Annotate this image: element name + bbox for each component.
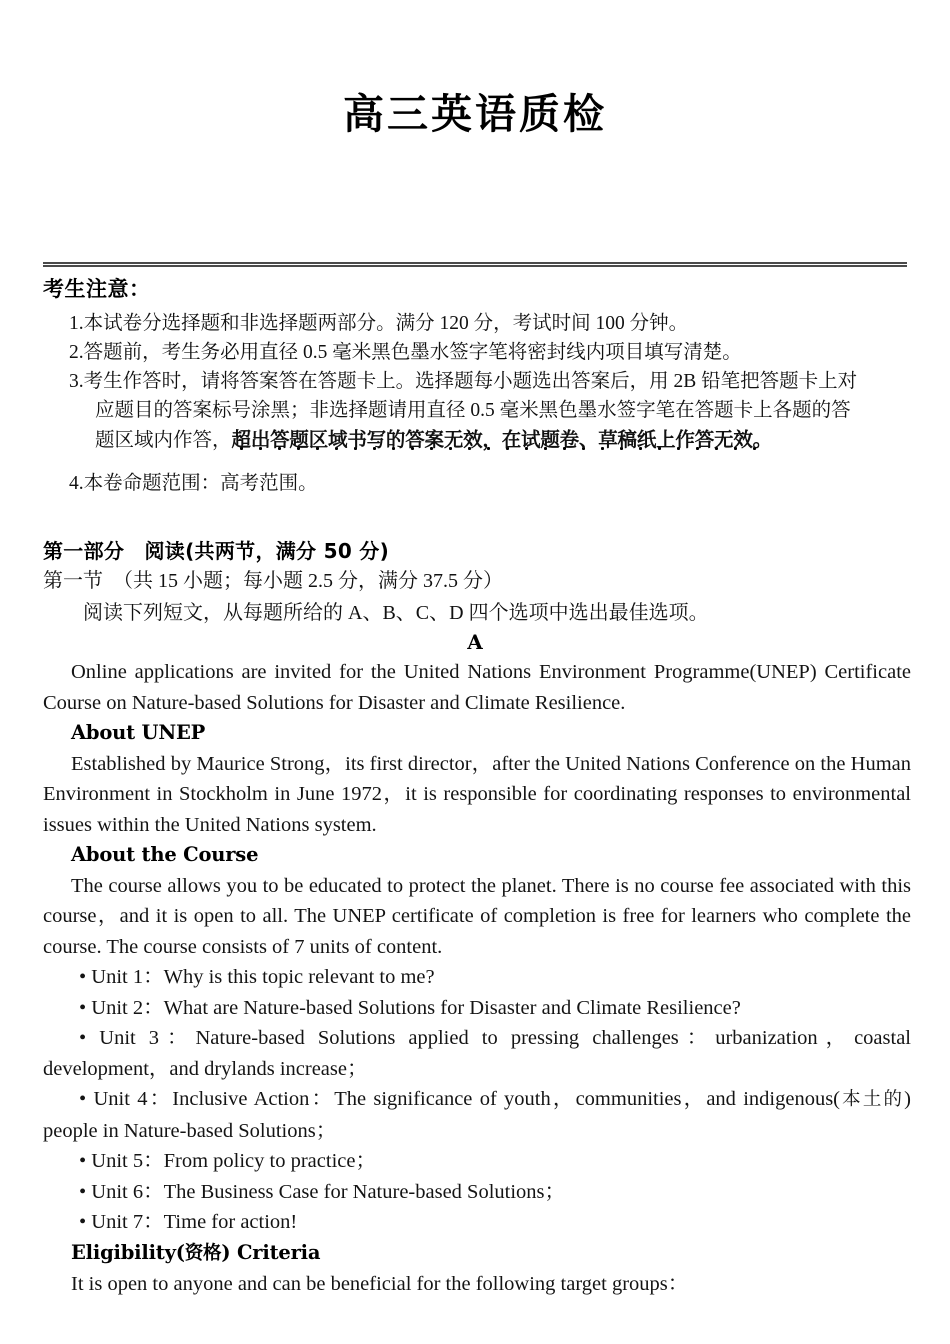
eligibility-heading-gloss: 资格 (184, 1242, 222, 1264)
about-unep-paragraph: Established by Maurice Strong，its first director，after the United Nations Conference on the Human Environment in Stockholm in June 1972，it is responsible for coordinating responses to environmental issues within the United Nations system. (43, 752, 911, 836)
unit-item-7: • Unit 7：Time for action! (79, 1211, 298, 1233)
header-divider (43, 262, 907, 267)
unit-item-4-part1: • Unit 4：Inclusive Action：The significance of youth，communities，and indigenous( (79, 1088, 840, 1110)
about-the-course-paragraph: The course allows you to be educated to protect the planet. There is no course fee associated with this course，and it is open to all. The UNEP certificate of completion is free for learners who complete the course. The course consists of 7 units of content. (43, 874, 911, 958)
unit-item-6: • Unit 6：The Business Case for Nature-based Solutions； (79, 1180, 566, 1203)
unit-item-3: • Unit 3：Nature-based Solutions applied to pressing challenges：urbanization，coastal development，and drylands increase； (43, 1027, 911, 1080)
eligibility-criteria-heading (43, 1238, 911, 1270)
notice-item-3-line3 (43, 425, 911, 455)
notice-item-3-line2: 应题目的答案标号涂黑；非选择题请用直径 0.5 毫米黑色墨水签字笔在答题卡上各题的答 (95, 400, 851, 422)
unit-item-4 (43, 1084, 911, 1146)
eligibility-paragraph: It is open to anyone and can be beneficial for the following target groups： (71, 1273, 689, 1295)
unit-item-2: • Unit 2：What are Nature-based Solutions for Disaster and Climate Resilience? (79, 996, 741, 1019)
notice-list (43, 309, 911, 498)
about-the-course-heading: About the Course (71, 843, 259, 866)
section-one-instruction: 阅读下列短文，从每题所给的 A、B、C、D 四个选项中选出最佳选项。 (83, 602, 709, 624)
notice-emphasis-text: 超出答题区域书写的答案无效，在试题卷、草稿纸上作答无效。 (232, 428, 772, 458)
notice-item-2: 2.答题前，考生务必用直径 0.5 毫米黑色墨水签字笔将密封线内项目填写清楚。 (69, 342, 742, 364)
part-one-heading: 第一部分 阅读(共两节，满分 50 分) (43, 539, 390, 563)
eligibility-heading-part1: Eligibility( (71, 1240, 185, 1264)
page-title: 高三英语质检 (343, 90, 607, 138)
notice-heading: 考生注意： (43, 277, 151, 301)
notice-item-3-line1: 3.考生作答时，请将答案答在答题卡上。选择题每小题选出答案后，用 2B 铅笔把答题卡上对 (69, 371, 858, 393)
notice-item-3-plain: 题区域内作答， (95, 430, 232, 452)
eligibility-heading-part2: ) Criteria (221, 1240, 321, 1264)
notice-item-1: 1.本试卷分选择题和非选择题两部分。满分 120 分，考试时间 100 分钟。 (69, 313, 689, 335)
unit-item-1: • Unit 1：Why is this topic relevant to me? (79, 966, 435, 988)
unit-item-4-gloss: 本土的 (840, 1089, 905, 1110)
notice-item-3 (43, 367, 911, 455)
unit-item-5: • Unit 5：From policy to practice； (79, 1150, 376, 1172)
candidate-notice-block (43, 276, 911, 498)
notice-item-4: 4.本卷命题范围：高考范围。 (69, 473, 318, 495)
passage-a-body (43, 657, 911, 1300)
about-unep-heading: About UNEP (71, 721, 206, 744)
passage-label-a: A (467, 630, 483, 654)
section-one-heading: 第一节 （共 15 小题；每小题 2.5 分，满分 37.5 分） (43, 570, 503, 592)
unit-item-4-part2: ) people in Nature-based Solutions； (43, 1088, 911, 1142)
passage-a-intro: Online applications are invited for the United Nations Environment Programme(UNEP) Certificate Course on Nature-based Solutions for Disaster and Climate Resilience. (43, 661, 911, 714)
